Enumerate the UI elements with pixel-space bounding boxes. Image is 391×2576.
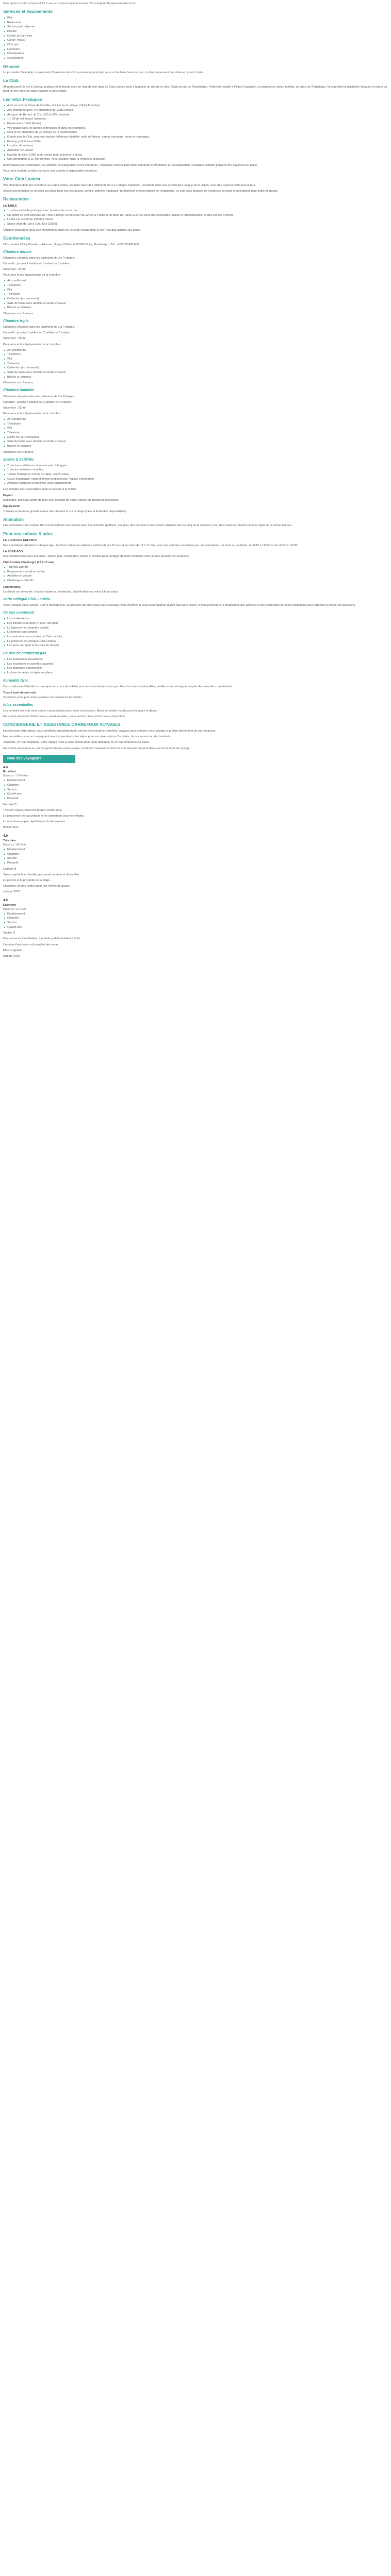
list-item: Air conditionné bbox=[3, 417, 388, 422]
list-item: Télévision bbox=[3, 292, 388, 297]
resume-text: La proximité d'Adélaïde, à seulement 10 minutes de vol. Le restaurant principal vous, et les lieux face à la mer. Le lieu-où peuvent des rêves en grand, loisirs. bbox=[3, 71, 204, 75]
room-equip: Pour vous et les équipements de la chambre : bbox=[3, 343, 62, 346]
list-item: Animation en saison bbox=[3, 148, 388, 153]
kids-title: Pour vos enfants & ados bbox=[3, 531, 53, 536]
price-includes-title: Ce prix comprend bbox=[3, 611, 34, 615]
list-item: Club et les chambres de 30 mètres de la fonctionnalité bbox=[3, 130, 388, 135]
formalities-note: Contactez-nous pour toute question concernant les formalités. bbox=[3, 696, 83, 699]
list-item: Restaurant bbox=[3, 21, 388, 25]
room-equip-list bbox=[3, 279, 388, 310]
list-item: Centre de bien-être bbox=[3, 34, 388, 39]
room-note: Chambres non fumeurs. bbox=[3, 450, 35, 454]
list-item: Salle de bains avec douche et sèche-cheveux bbox=[3, 370, 388, 375]
room-triple-title: Chambre triple bbox=[3, 319, 29, 324]
list-item: 1 piscine intérieure chauffée. bbox=[3, 468, 388, 472]
review-score: 4.4 bbox=[3, 765, 8, 769]
club-title: Le Club bbox=[3, 78, 19, 83]
list-item: Challenges collectifs bbox=[3, 579, 388, 583]
list-item: Coffre-fort (en demande) bbox=[3, 366, 388, 370]
list-item: Balcon ou terrasse bbox=[3, 306, 388, 310]
services-title: Services et équipements bbox=[3, 9, 53, 14]
list-item: Parking gratuit dans l'hôtel. bbox=[3, 140, 388, 144]
review-criteria-list bbox=[3, 778, 388, 801]
review-author: Sophie D bbox=[3, 931, 15, 935]
review-criteria-list bbox=[3, 848, 388, 866]
sports-title: Sports & Activités bbox=[3, 457, 35, 462]
list-item: 255 chambres avec 145 chambres de 'Club Lookéa' bbox=[3, 108, 388, 113]
room-capacity: Capacité : jusqu'à 2 adultes et 1 enfant ou 3 adultes. bbox=[3, 262, 71, 266]
kids-sub: LA ZONE ADO bbox=[3, 550, 23, 553]
review-date: octobre 2023 bbox=[3, 890, 20, 893]
sports-paid-title: Payant bbox=[3, 494, 13, 498]
reviews-header: Note des voyageurs bbox=[3, 755, 75, 763]
list-item: Salle de bains avec douche et sèche-cheveux bbox=[3, 439, 388, 444]
list-item: Emplacement bbox=[3, 848, 388, 852]
review-card bbox=[3, 898, 388, 958]
list-item: Wifi bbox=[3, 426, 388, 431]
restauration-note: *Aucune boisson ne peut être consommée dans les lieux de restauration si elle n'est pas achetée sur place. bbox=[3, 228, 141, 232]
list-item: Chambre bbox=[3, 916, 388, 921]
kids-sub: Club Lookéa Challenger (12 à 17 ans) bbox=[3, 561, 55, 564]
kids-sub: Commodités bbox=[3, 585, 21, 589]
list-item: Activités en groupe bbox=[3, 574, 388, 579]
list-item: Piscine bbox=[3, 29, 388, 34]
kids-text: Des activités réservées aux ados : sports, jeux, challenges, sorties et soirées pour partager de bons moments entre jeunes pendant les vacances. bbox=[3, 554, 190, 558]
list-item: Air conditionné bbox=[3, 279, 388, 283]
review-criteria-list bbox=[3, 912, 388, 930]
room-equip: Pour vous et les équipements de la chambre : bbox=[3, 274, 62, 277]
page bbox=[3, 2, 388, 958]
concierge-text: Joignable 7j/7 par téléphone, notre équipe reste à votre écoute pour toute demande ou en cas d'imprévu sur place. bbox=[3, 741, 150, 744]
review-count: Basé sur 142 Avis bbox=[3, 907, 26, 911]
sports-paid-text: Massages, soins au centre de bien-être, location de vélos, sorties en bateau et excursions. bbox=[3, 499, 119, 502]
list-item: Les dépenses personnelles bbox=[3, 666, 388, 671]
kids-text: Lits bébé sur demande, chaises hautes au restaurant, chauffe-biberon, mini-club sur place. bbox=[3, 590, 120, 594]
room-size: Superficie : 26 m² bbox=[3, 337, 26, 341]
review-date: février 2023 bbox=[3, 826, 19, 829]
restauration-subtitle: LA TABLE bbox=[3, 205, 18, 208]
room-text: Chambres réparties dans les bâtiments de 3 à 4 étages. bbox=[3, 395, 75, 398]
review-cons: Chambres un peu petites pour une famille de quatre. bbox=[3, 884, 71, 888]
list-item: Snack (légè de 11h à 15h, 18 à 22h30). bbox=[3, 222, 388, 227]
review-pros: L'équipe d'animation et la qualité des repas. bbox=[3, 943, 59, 946]
list-item: Aéroport de Baranl, de 2 km (25 km/25 minutes) bbox=[3, 113, 388, 117]
review-count: Basé sur 1 084 Avis bbox=[3, 774, 29, 778]
list-item: Entrée dans l'hôtel (ferme) bbox=[3, 122, 388, 126]
list-item: Une déchetterie à 10 min (remise : lit ou location dans la résidence d'accueil). bbox=[3, 157, 388, 162]
list-item: Club ado bbox=[3, 43, 388, 47]
restauration-list bbox=[3, 209, 388, 227]
list-item: Les animations et activités du Club Lookéa bbox=[3, 635, 388, 639]
essentials-text: Les horaires des vols vous seront communiqués avec votre convocation. Merci de vérifier vos documents avant le départ. bbox=[3, 709, 158, 713]
list-item: Les excursions et activités payantes bbox=[3, 662, 388, 667]
room-equip-list bbox=[3, 417, 388, 449]
review-pros: Le personnel très accueillant et les animations pour les enfants. bbox=[3, 814, 85, 818]
delegate-text: Votre Délégué Club Lookéa, 100 % francophone, est présent sur place pour vous accueillir, vous informer et vous accompagner durant tout votre séjour. Il vous présentera le programme des activités et des excursions et restera disponible pour répondre à toutes vos questions. bbox=[3, 603, 356, 607]
review-score: 4.5 bbox=[3, 899, 8, 903]
formalities-sub: Tous à bord de nos vols bbox=[3, 691, 36, 694]
list-item: Conciergerie bbox=[3, 56, 388, 61]
list-item: Télévision bbox=[3, 362, 388, 366]
review-quote: Des vacances inoubliables, tout était parfait du début à la fin. bbox=[3, 937, 81, 941]
list-item: Salle de bains avec douche et sèche-cheveux bbox=[3, 301, 388, 306]
intro-text: Description Ce site comprend 13 à une se composé plus Formation Conciergerie Equipement Avis Cont bbox=[3, 2, 136, 5]
coord-text: Club Lookéa Ulcinj Tobodan - Adresse : Rruga 8 Nëntori, 85360 Ulcinj, Monténégro. Tél : +382 30 400 000. bbox=[3, 243, 140, 246]
list-item: Téléphone bbox=[3, 352, 388, 357]
concierge-text: Pour toute assistance en cas d'urgence durant votre voyage, contactez l'assistance dont les coordonnées figurent dans vos documents de voyage. bbox=[3, 747, 191, 750]
list-item: Location de voitures bbox=[3, 144, 388, 148]
list-item: Balcon ou terrasse bbox=[3, 444, 388, 449]
list-item: Programme spécial en soirée bbox=[3, 570, 388, 574]
list-item: Wifi bbox=[3, 357, 388, 362]
list-item: Emplacement bbox=[3, 912, 388, 917]
list-item: Les transferts aéroport / hôtel / aéroport bbox=[3, 621, 388, 626]
list-item: Emplacement bbox=[3, 778, 388, 783]
list-item: Service petit déjeuner bbox=[3, 25, 388, 29]
infos-title: Les Infos Pratiques bbox=[3, 97, 42, 102]
list-item: Hammam bbox=[3, 47, 388, 52]
review-card bbox=[3, 765, 388, 829]
concierge-text: Nos conseillers vous accompagnent avant et pendant votre séjour pour vos réservations d'activités, de restaurants ou de transferts. bbox=[3, 735, 171, 739]
kids-sub: LE CLUB DES ENFANTS bbox=[3, 539, 37, 543]
list-item: Coffre-fort (en demande) bbox=[3, 435, 388, 440]
review-card bbox=[3, 834, 388, 894]
coord-title: Coordonnées bbox=[3, 235, 30, 241]
list-item: Le logement en chambre double bbox=[3, 626, 388, 631]
list-item: Balcon ou terrasse bbox=[3, 375, 388, 380]
review-quote: Très bon séjour, hôtel très propre et bien situé. bbox=[3, 808, 63, 812]
list-item: Service bbox=[3, 921, 388, 925]
list-item: Propreté bbox=[3, 861, 388, 866]
review-pros: La piscine et la proximité de la plage. bbox=[3, 878, 51, 882]
list-item: Air conditionné bbox=[3, 348, 388, 353]
review-label: Très bien bbox=[3, 839, 16, 842]
club-text: Aflou découvrir la vie à Créteau pratique et lumineux avec en haut de mer dans ce Club Lookéa situé à la pointe au dos de la côte. Établi au sud du Monténégro, l'hôtel est installé à Pointe Couguaire, et propose un séjour familial, au cœur de l'Adriatique. Vous profiterez d'activités ludiques et séjour au bord de mer dans un cadre paisible et accueillant. bbox=[3, 86, 387, 93]
room-capacity: Capacité : jusqu'à 3 adultes ou 2 adultes et 1 enfant. bbox=[3, 331, 71, 335]
list-item: Terrain multisports, tennis de table, beach-volley. bbox=[3, 472, 388, 477]
room-double-title: Chambre double bbox=[3, 250, 32, 254]
list-item: Un buffet de petit-déjeuner de 7h00 à 10h00, un déjeuner de 12h30 à 14h30 et un dîner de 19h00 à 21h30 avec des spécialités locales et internationales, et des soirées à thème. bbox=[3, 213, 388, 218]
list-item: 2 piscines extérieures dont une avec toboggan. bbox=[3, 464, 388, 468]
list-item: La taxe de séjour à régler sur place bbox=[3, 671, 388, 675]
review-author: Nathalie B bbox=[3, 803, 17, 806]
list-item: La présence du Délégué Club Lookéa bbox=[3, 639, 388, 644]
room-text: Chambres réparties dans les bâtiments de 3 à 4 étages. bbox=[3, 326, 75, 329]
animation-text: Une animation Club Lookéa 100 % francophone vous attend avec des activités sportives, des jeux, des tournois et des soirées animées tout au long de la semaine, pour des vacances placées sous le signe de la bonne humeur. bbox=[3, 524, 292, 528]
list-item: Service bbox=[3, 856, 388, 861]
list-item: Wifi gratuit dans les parties communes et dans les chambres. bbox=[3, 126, 388, 131]
list-item: Service bbox=[3, 788, 388, 792]
room-size: Superficie : 32 m² bbox=[3, 406, 26, 410]
resume-title: Résumé bbox=[3, 64, 20, 69]
price-includes-list bbox=[3, 617, 388, 648]
review-cons: Rien à signaler. bbox=[3, 948, 23, 952]
sports-list bbox=[3, 464, 388, 486]
room-note: Chambres non fumeurs. bbox=[3, 381, 35, 385]
votreclub-text: Accueil personnalisé et conseils sur place pour vos excursions, sorties, activités nautiques, randonnées et réservations de restaurants. Le club vous propose de nombreux services et animations pour petits et grands. bbox=[3, 190, 279, 193]
list-item: Téléphone bbox=[3, 283, 388, 288]
review-count: Basé sur 186 Avis bbox=[3, 843, 26, 846]
kids-text: Des animations adaptées à chaque âge : le Club Lookéa accueille les enfants de 4 à 10 ans et les ados de 11 à 17 ans, avec des activités encadrées par nos animateurs, du lundi au vendredi, de 9h30 à 12h30 et de 14h30 à 17h30. bbox=[3, 544, 299, 547]
infos-note: Informations pour l'animation, les activités, la restauration et les chambres : contactez l'accueil pour toute demande d'information ou d'organisation. Certaines activités peuvent être payantes sur place. bbox=[3, 163, 258, 167]
sports-equip-title: Équipement bbox=[3, 505, 20, 509]
concierge-title: CONCIERGERIE ET ASSISTANCE CARREFOUR VOYAGES bbox=[3, 722, 120, 727]
list-item: Wifi bbox=[3, 16, 388, 21]
list-item: 1 h 35 de vol depuis l'aéroport bbox=[3, 117, 388, 122]
list-item: Propreté bbox=[3, 796, 388, 801]
room-text: Chambres réparties dans les bâtiments de 3 à 4 étages. bbox=[3, 256, 75, 260]
room-family-title: Chambre familiale bbox=[3, 388, 35, 393]
list-item: Chambre bbox=[3, 783, 388, 788]
list-item: 1 restaurant buffet principal avec terrasse face à la mer. bbox=[3, 209, 388, 213]
review-cons: La nourriture un peu répétitive en fin de semaine. bbox=[3, 820, 66, 824]
formalities-text: Carte nationale d'identité ou passeport en cours de validité pour les ressortissants français. Pour les autres nationalités, veuillez vous renseigner auprès des autorités compétentes. bbox=[3, 685, 233, 688]
list-item: Activités nautiques à proximité (avec supplément). bbox=[3, 481, 388, 486]
list-item: Coffre-fort (en demande) bbox=[3, 297, 388, 301]
list-item: La formule tout compris bbox=[3, 630, 388, 635]
votreclub-text: 255 chambres dont 110 chambres au Club Lookéa, réparties dans des bâtiments de 3 à 4 étages maximum, construits dans une architecture typique de la région, avec des espaces verts tout autour. bbox=[3, 183, 256, 187]
list-item: Téléphone bbox=[3, 422, 388, 427]
list-item: 4 km au sud du Phare de Camille, et 7 km au du village (Ulcinj Tobodan) bbox=[3, 104, 388, 108]
essentials-title: Infos essentielles bbox=[3, 703, 34, 707]
review-quote: Séjour agréable en famille, personnel souriant et disponible. bbox=[3, 873, 80, 876]
formalities-title: Formalité Grec bbox=[3, 679, 29, 683]
list-item: Qualité prix bbox=[3, 925, 388, 930]
list-item: Gratuit pour le Club, pour une piscine intérieure chauffée, salle de fitness, sauna, hammam, soins et massages. bbox=[3, 135, 388, 140]
essentials-text: Pour toute demande d'information complémentaire, notre service client reste à votre disposition. bbox=[3, 715, 126, 719]
sports-equip-text: Transats et parasols gratuits autour des piscines et sur la plage (dans la limite des disponibilités). bbox=[3, 510, 127, 513]
list-item: Chambre bbox=[3, 852, 388, 857]
list-item: Les assurances facultatives bbox=[3, 657, 388, 662]
list-item: Télévision bbox=[3, 431, 388, 435]
list-item: Climatisation bbox=[3, 52, 388, 56]
review-author: Laurent M bbox=[3, 867, 17, 871]
votreclub-title: Votre Club Lookéa bbox=[3, 177, 40, 182]
price-excludes-list bbox=[3, 657, 388, 675]
sports-note: Les activités sont accessibles selon la saison et la météo. bbox=[3, 488, 77, 492]
review-label: Excellent bbox=[3, 903, 16, 907]
list-item: Canal+ inclus bbox=[3, 38, 388, 43]
list-item: Tournois sportifs bbox=[3, 565, 388, 570]
services-list bbox=[3, 16, 388, 61]
review-label: Excellent bbox=[3, 770, 16, 774]
animation-title: Animation bbox=[3, 517, 24, 522]
room-equip-list bbox=[3, 348, 388, 380]
review-score: 4.0 bbox=[3, 834, 8, 838]
infos-note: Pour votre confort, certains services sont soumis à disponibilité en saison. bbox=[3, 170, 98, 173]
list-item: Qualité prix bbox=[3, 792, 388, 796]
list-item: Les taxes aéroport et les frais de dossier bbox=[3, 643, 388, 648]
review-date: octobre 2023 bbox=[3, 954, 20, 958]
room-note: Chambres non fumeurs. bbox=[3, 312, 35, 315]
delegate-title: Votre Délégué Club Lookéa bbox=[3, 597, 50, 601]
room-equip: Pour vous et les équipements de la chambre : bbox=[3, 412, 62, 415]
room-capacity: Capacité : jusqu'à 4 adultes ou 2 adultes et 2 enfants. bbox=[3, 400, 72, 404]
list-item: Wifi bbox=[3, 288, 388, 293]
room-size: Superficie : 22 m² bbox=[3, 268, 26, 272]
list-item: Le bar est ouvert de 10h00 à minuit. bbox=[3, 217, 388, 222]
price-excludes-title: Ce prix ne comprend pas bbox=[3, 651, 46, 655]
infos-list bbox=[3, 104, 388, 162]
kids-list bbox=[3, 565, 388, 583]
list-item: Navette de 5 km à 800 m du centre pour séjourner à Ulcinj bbox=[3, 153, 388, 158]
restauration-title: Restauration bbox=[3, 197, 29, 202]
concierge-text: En réservant votre séjour, vous bénéficiez gratuitement du service Conciergerie Carrefour Voyages pour préparer votre voyage et profiter pleinement de vos vacances. bbox=[3, 730, 216, 733]
list-item: Le vol aller-retour bbox=[3, 617, 388, 621]
list-item: Cours d'aquagym, yoga et fitness proposés par l'équipe d'animation. bbox=[3, 477, 388, 482]
